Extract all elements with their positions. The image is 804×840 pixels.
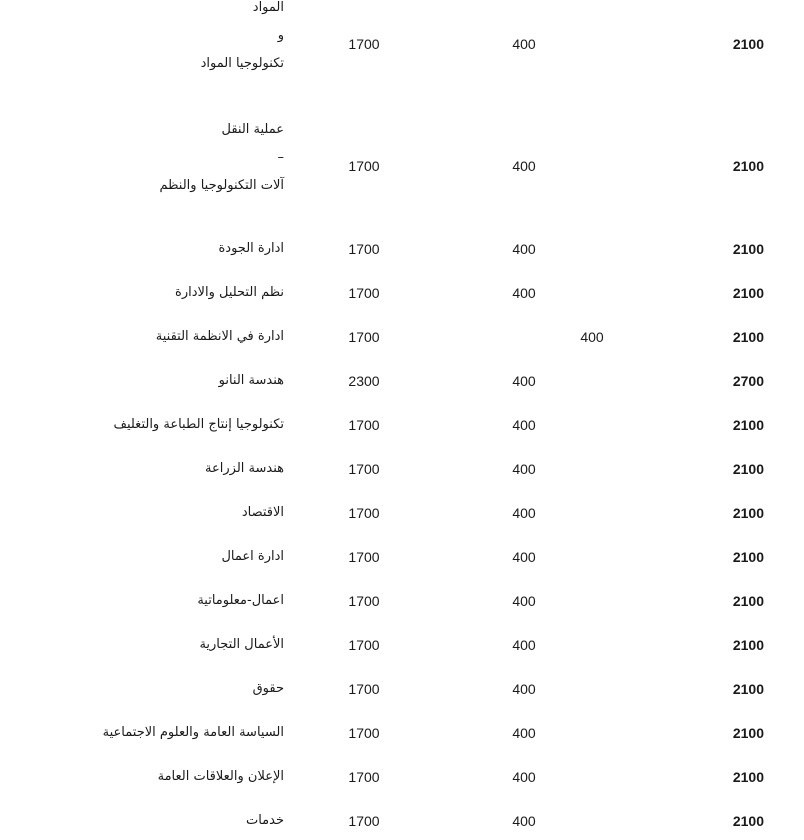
base-fee: 1700 xyxy=(348,549,380,565)
program-name-line: آلات التكنولوجيا والنظم xyxy=(159,178,284,193)
base-fee: 1700 xyxy=(348,725,380,741)
base-fee: 1700 xyxy=(348,285,380,301)
total-fee: 2100 xyxy=(732,725,764,741)
program-name: الأعمال التجارية xyxy=(199,637,284,652)
total-fee: 2700 xyxy=(732,373,764,389)
program-name: خدمات xyxy=(245,813,284,828)
program-name-line: – xyxy=(277,150,284,165)
base-fee: 1700 xyxy=(348,461,380,477)
program-name: ادارة اعمال xyxy=(221,549,284,564)
base-fee: 1700 xyxy=(348,417,380,433)
program-name: ادارة في الانظمة التقنية xyxy=(155,329,284,344)
extra-fee: 400 xyxy=(512,417,536,433)
total-fee: 2100 xyxy=(732,593,764,609)
total-fee: 2100 xyxy=(732,329,764,345)
extra-fee: 400 xyxy=(512,241,536,257)
program-name: هندسة الزراعة xyxy=(205,461,284,476)
extra-fee: 400 xyxy=(512,36,536,52)
total-fee: 2100 xyxy=(732,285,764,301)
program-name: ادارة الجودة xyxy=(218,241,284,256)
extra-fee: 400 xyxy=(512,681,536,697)
extra-fee: 400 xyxy=(512,549,536,565)
base-fee: 1700 xyxy=(348,769,380,785)
program-name: الإعلان والعلاقات العامة xyxy=(157,769,284,784)
total-fee: 2100 xyxy=(732,681,764,697)
extra-fee: 400 xyxy=(580,329,604,345)
total-fee: 2100 xyxy=(732,461,764,477)
extra-fee: 400 xyxy=(512,637,536,653)
extra-fee: 400 xyxy=(512,461,536,477)
program-name: تكنولوجيا إنتاج الطباعة والتغليف xyxy=(113,417,284,432)
base-fee: 1700 xyxy=(348,329,380,345)
extra-fee: 400 xyxy=(512,505,536,521)
total-fee: 2100 xyxy=(732,241,764,257)
total-fee: 2100 xyxy=(732,417,764,433)
total-fee: 2100 xyxy=(732,813,764,829)
program-name xyxy=(159,122,284,194)
base-fee: 1700 xyxy=(348,637,380,653)
program-name: السياسة العامة والعلوم الاجتماعية xyxy=(102,725,284,740)
total-fee: 2100 xyxy=(732,769,764,785)
program-name: هندسة النانو xyxy=(218,373,284,388)
total-fee: 2100 xyxy=(732,158,764,174)
program-name-line: المواد xyxy=(252,0,284,15)
base-fee: 1700 xyxy=(348,241,380,257)
base-fee: 1700 xyxy=(348,593,380,609)
program-name: اعمال-معلوماتية xyxy=(197,593,284,608)
base-fee: 1700 xyxy=(348,813,380,829)
program-name: حقوق xyxy=(252,681,284,696)
extra-fee: 400 xyxy=(512,769,536,785)
program-name-line: تكنولوجيا المواد xyxy=(200,56,284,71)
program-name: نظم التحليل والادارة xyxy=(175,285,284,300)
extra-fee: 400 xyxy=(512,285,536,301)
extra-fee: 400 xyxy=(512,725,536,741)
program-name-line: عملية النقل xyxy=(221,122,284,137)
total-fee: 2100 xyxy=(732,637,764,653)
base-fee: 1700 xyxy=(348,505,380,521)
total-fee: 2100 xyxy=(732,505,764,521)
total-fee: 2100 xyxy=(732,36,764,52)
extra-fee: 400 xyxy=(512,593,536,609)
base-fee: 2300 xyxy=(348,373,380,389)
program-name: الاقتصاد xyxy=(241,505,284,520)
program-name xyxy=(201,0,284,72)
total-fee: 2100 xyxy=(732,549,764,565)
base-fee: 1700 xyxy=(348,158,380,174)
extra-fee: 400 xyxy=(512,158,536,174)
extra-fee: 400 xyxy=(512,373,536,389)
extra-fee: 400 xyxy=(512,813,536,829)
base-fee: 1700 xyxy=(348,36,380,52)
base-fee: 1700 xyxy=(348,681,380,697)
program-name-line: و xyxy=(277,28,284,43)
